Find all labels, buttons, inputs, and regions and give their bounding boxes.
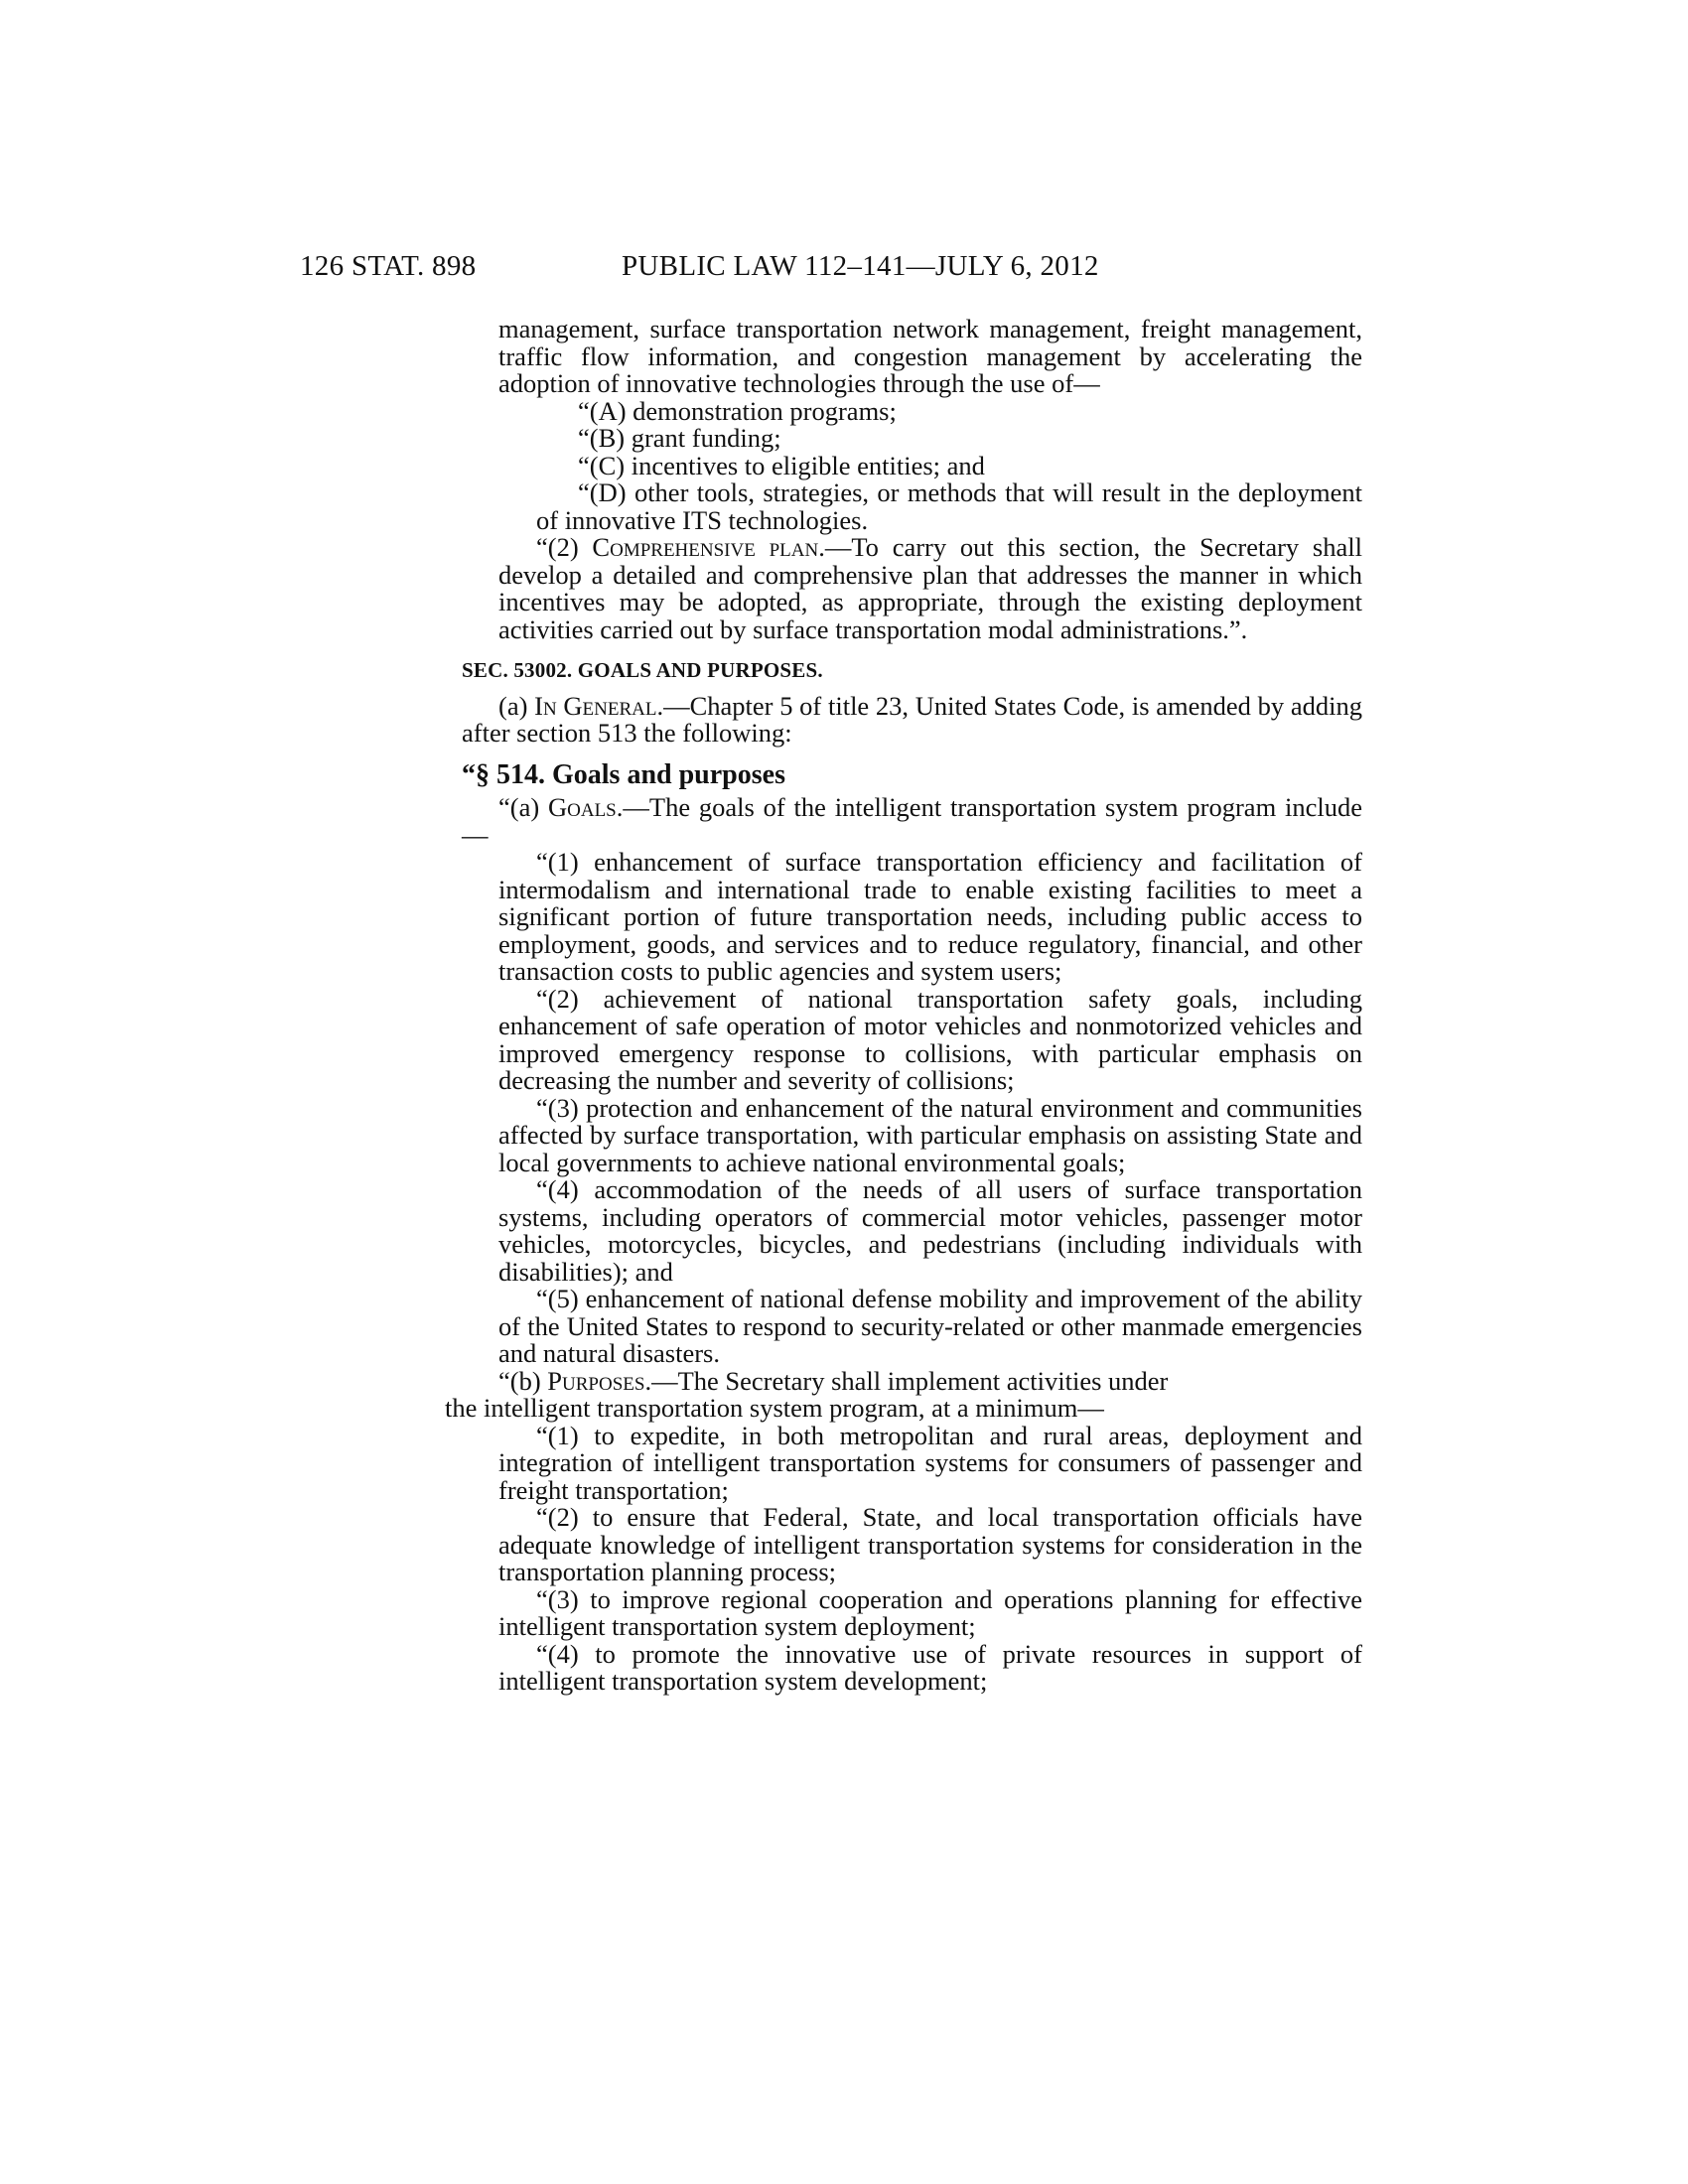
list-item-c: “(C) incentives to eligible entities; and <box>578 450 985 480</box>
goals-number: “(a) <box>498 792 548 822</box>
plan-heading: Comprehensive plan <box>592 532 819 562</box>
comprehensive-plan-paragraph <box>498 534 1362 643</box>
purposes-text: .—The Secretary shall implement activities under <box>644 1365 1169 1396</box>
purpose-item-1: “(1) to expedite, in both metropolitan and rural areas, deployment and integration of intelligent transportation systems for consumers of passenger and freight transportation; <box>498 1420 1362 1505</box>
goals-heading: Goals <box>548 792 617 822</box>
purposes-continuation: the intelligent transportation system program, at a minimum— <box>445 1393 1104 1423</box>
page-reference: 126 STAT. 898 <box>300 250 477 282</box>
purposes-paragraph <box>498 1365 1362 1396</box>
purposes-number: “(b) <box>498 1365 548 1396</box>
plan-text: .—To carry out this section, the Secretary shall develop a detailed and comprehensive plan that addresses the manner in which incentives may be adopted, as appropriate, through the existing deployment activities carried out by surface transportation modal administrations.”. <box>498 532 1362 644</box>
running-header-title: PUBLIC LAW 112–141—JULY 6, 2012 <box>622 250 1099 282</box>
goal-item-2: “(2) achievement of national transportation safety goals, including enhancement of safe operation of motor vehicles and nonmotorized vehicles and improved emergency response to collisions, with particular emphasis on decreasing the number and severity of collisions; <box>498 983 1362 1095</box>
goals-text: .—The goals of the intelligent transportation system program include— <box>462 792 1362 850</box>
purpose-item-2: “(2) to ensure that Federal, State, and local transportation officials have adequate knowledge of intelligent transportation systems for consideration in the transportation planning process; <box>498 1502 1362 1586</box>
in-general-text: .—Chapter 5 of title 23, United States Code, is amended by adding after section 513 the following: <box>462 690 1362 748</box>
plan-number: “(2) <box>536 532 593 562</box>
section-514-title: “§ 514. Goals and purposes <box>462 758 785 790</box>
purposes-heading: Purposes <box>547 1365 645 1396</box>
goal-item-4: “(4) accommodation of the needs of all users of surface transportation systems, including operators of commercial motor vehicles, passenger motor vehicles, motorcycles, bicycles, and pedestrians (including individuals with disabilities); and <box>498 1174 1362 1287</box>
purpose-item-4: “(4) to promote the innovative use of private resources in support of intelligent transportation system development; <box>498 1638 1362 1696</box>
goal-item-3: “(3) protection and enhancement of the natural environment and communities affected by surface transportation, with particular emphasis on assisting State and local governments to achieve national environmental goals; <box>498 1092 1362 1177</box>
goals-paragraph <box>462 794 1362 849</box>
section-heading: SEC. 53002. GOALS AND PURPOSES. <box>462 658 823 682</box>
in-general-paragraph <box>462 690 1362 748</box>
list-item-d: “(D) other tools, strategies, or methods that will result in the deployment of innovative ITS technologies. <box>536 478 1362 535</box>
goal-item-5: “(5) enhancement of national defense mobility and improvement of the ability of the United States to respond to security-related or other manmade emergencies and natural disasters. <box>498 1284 1362 1368</box>
in-general-number: (a) <box>498 690 535 721</box>
continued-paragraph: management, surface transportation network management, freight management, traffic flow information, and congestion management by accelerating the adoption of innovative technologies through the use of— <box>498 314 1362 398</box>
document-body <box>445 314 1362 1696</box>
list-item-b: “(B) grant funding; <box>578 423 781 453</box>
in-general-heading: In General <box>534 690 657 721</box>
purpose-item-3: “(3) to improve regional cooperation and operations planning for effective intelligent transportation system deployment; <box>498 1583 1362 1641</box>
list-item-a: “(A) demonstration programs; <box>578 395 897 426</box>
goal-item-1: “(1) enhancement of surface transportation efficiency and facilitation of intermodalism and international trade to enable existing facilities to meet a significant portion of future transportation needs, including public access to employment, goods, and services and to reduce regulatory, financial, and other transaction costs to public agencies and system users; <box>498 847 1362 986</box>
